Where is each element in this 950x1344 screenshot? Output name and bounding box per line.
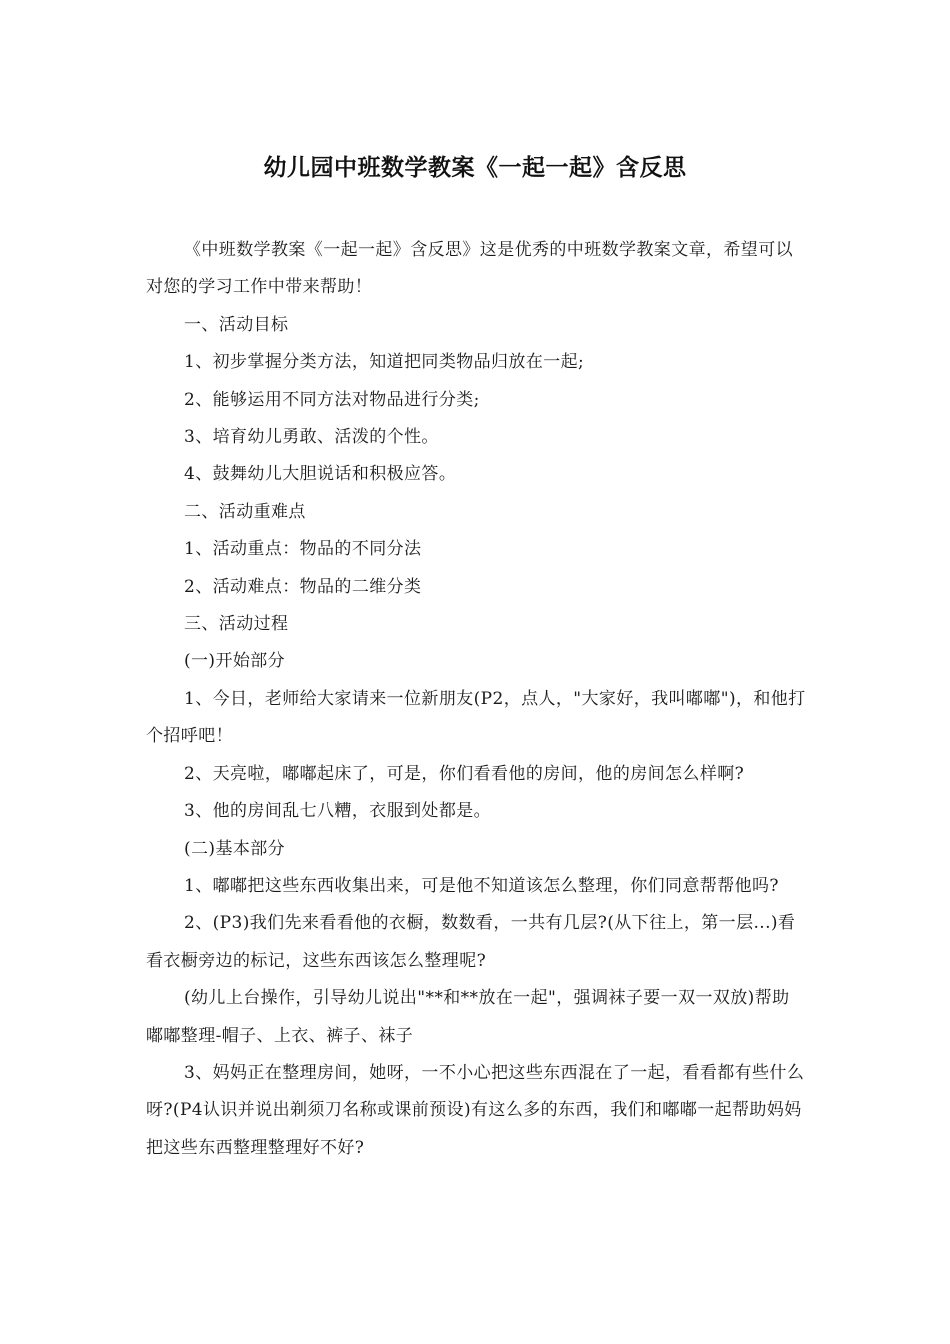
subsection-heading-start: (一)开始部分	[184, 651, 286, 672]
process-paragraph: 1、今日，老师给大家请来一位新朋友(P2，点人，"大家好，我叫嘟嘟")，和他打个招呼吧！	[146, 688, 806, 747]
process-paragraph: 2、天亮啦，嘟嘟起床了，可是，你们看看他的房间，他的房间怎么样啊?	[184, 763, 745, 784]
document-body	[146, 232, 806, 1167]
key-point-2: 2、活动难点：物品的二维分类	[184, 576, 422, 597]
process-paragraph: 3、妈妈正在整理房间，她呀，一不小心把这些东西混在了一起，看看都有些什么呀?(P4认识并说出剃须刀名称或课前预设)有这么多的东西，我们和嘟嘟一起帮助妈妈把这些东西整理整理好不好?	[146, 1062, 805, 1158]
key-point-1: 1、活动重点：物品的不同分法	[184, 539, 422, 560]
section-heading-process: 三、活动过程	[184, 614, 289, 635]
goal-item-2: 2、能够运用不同方法对物品进行分类;	[184, 389, 480, 410]
process-paragraph: 1、嘟嘟把这些东西收集出来，可是他不知道该怎么整理，你们同意帮帮他吗?	[184, 875, 779, 896]
section-heading-goals: 一、活动目标	[184, 314, 289, 335]
goal-item-3: 3、培育幼儿勇敢、活泼的个性。	[184, 427, 439, 448]
process-paragraph: 3、他的房间乱七八糟，衣服到处都是。	[184, 801, 492, 822]
goal-item-4: 4、鼓舞幼儿大胆说话和积极应答。	[184, 464, 457, 485]
document-title: 幼儿园中班数学教案《一起一起》含反思	[263, 155, 687, 181]
section-heading-key-points: 二、活动重难点	[184, 501, 306, 522]
subsection-heading-basic: (二)基本部分	[184, 838, 286, 859]
goal-item-1: 1、初步掌握分类方法，知道把同类物品归放在一起;	[184, 352, 585, 373]
intro-paragraph: 《中班数学教案《一起一起》含反思》这是优秀的中班数学教案文章，希望可以对您的学习工作中带来帮助！	[146, 240, 793, 298]
process-paragraph: 2、(P3)我们先来看看他的衣橱，数数看，一共有几层?(从下往上，第一层...)看看衣橱旁边的标记，这些东西该怎么整理呢?	[146, 913, 796, 971]
process-paragraph: (幼儿上台操作，引导幼儿说出"**和**放在一起"，强调袜子要一双一双放)帮助嘟嘟整理-帽子、上衣、裤子、袜子	[146, 988, 790, 1046]
